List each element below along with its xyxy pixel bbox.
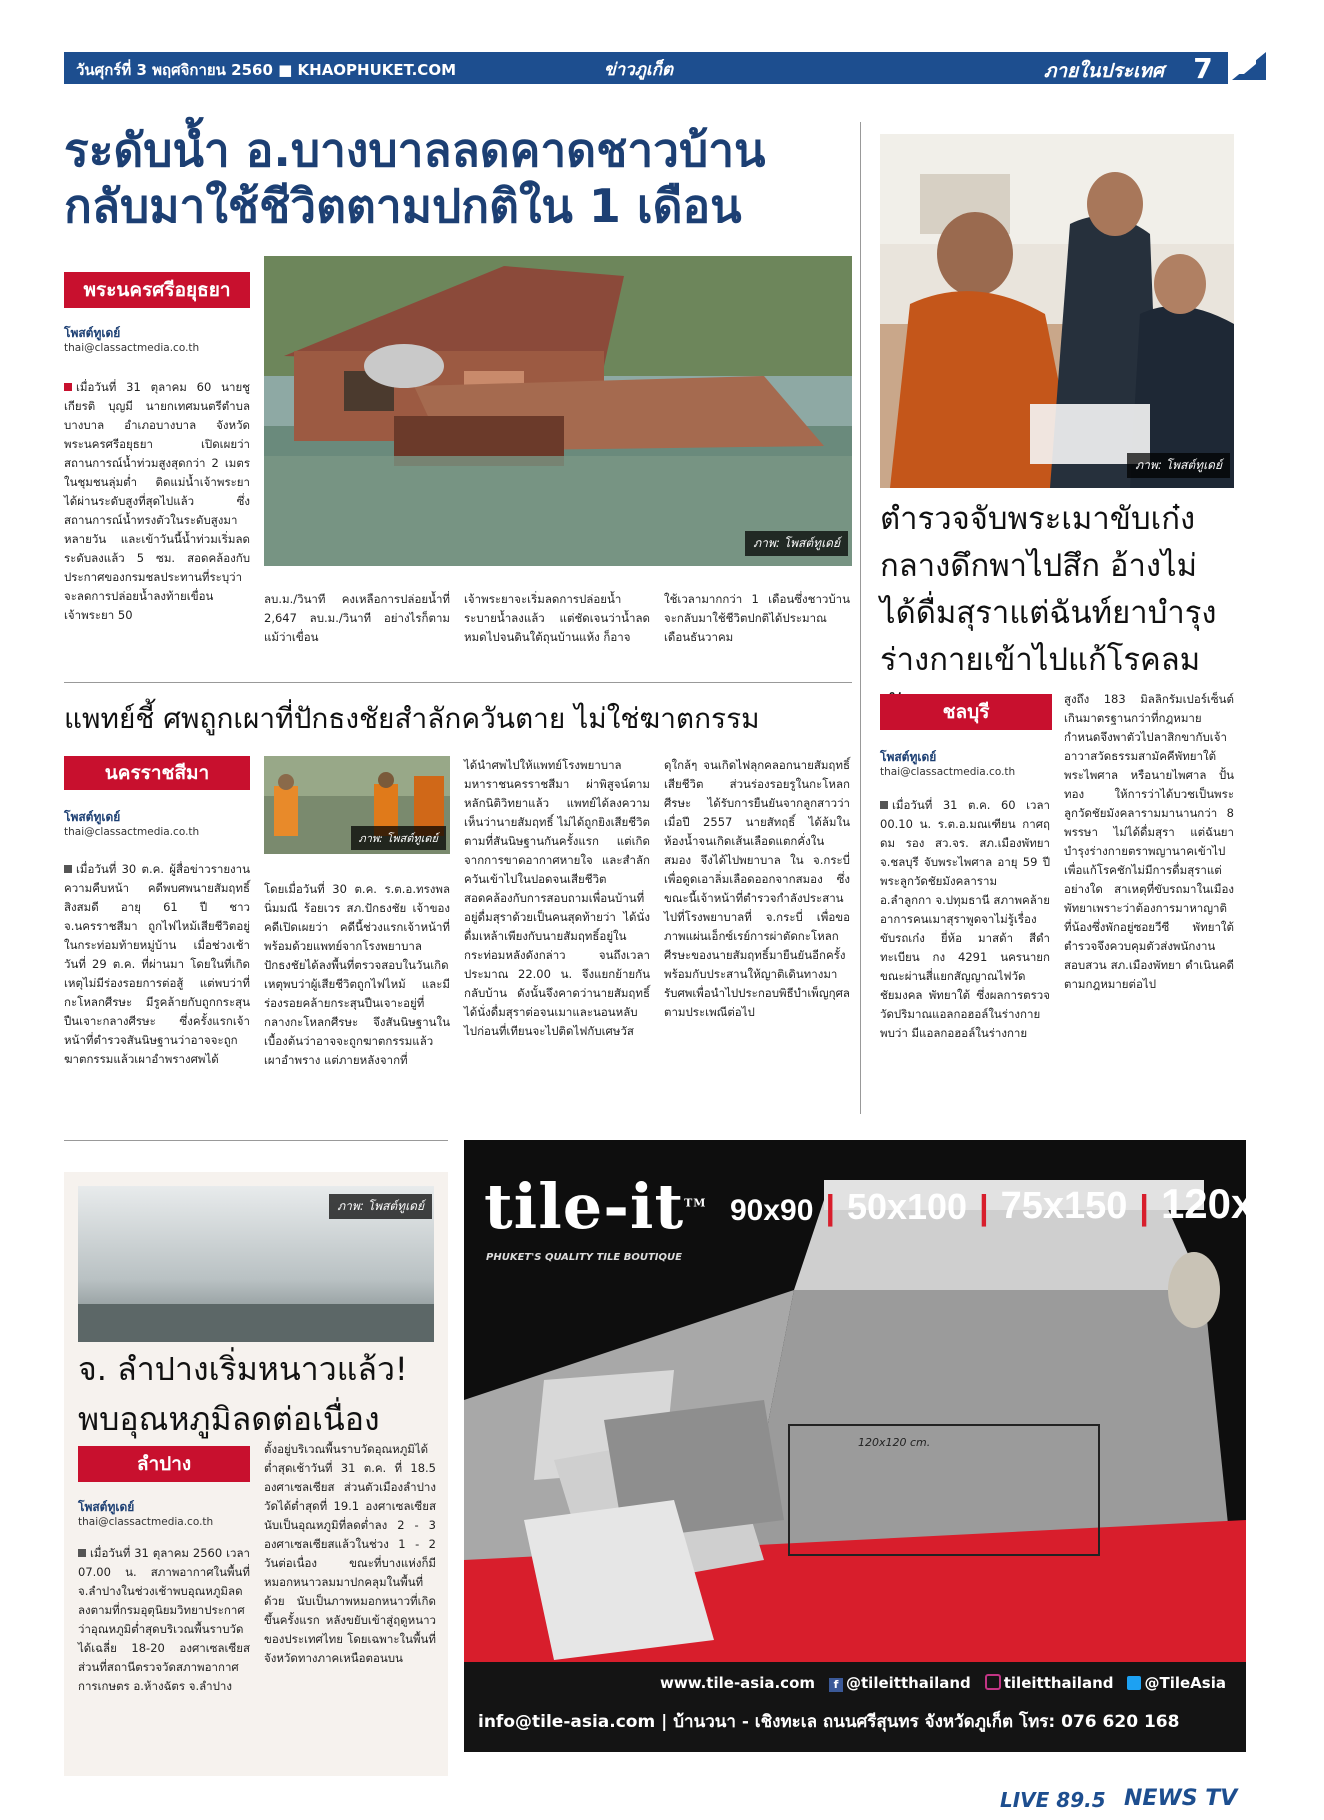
story4-headline-line2: พบอุณหภูมิลดต่อเนื่อง [78, 1400, 380, 1438]
story4-province-tag: ลำปาง [78, 1446, 250, 1482]
story1-headline-line1: ระดับน้ำ อ.บางบาลลดคาดชาวบ้าน [64, 123, 766, 177]
story1-col3: เจ้าพระยาจะเริ่มลดการปล่อยน้ำระบายน้ำลงแล้ว แต่ชัดเจนว่าน้ำลดหมดไปจนดินใต้ถุนบ้านแห้ง ก็อาจ [464, 592, 650, 644]
divider [64, 682, 852, 683]
story2-headline-line4: ร่างกายเข้าไปแก้โรคลม [880, 642, 1201, 678]
tile-it-advertisement[interactable] [464, 1140, 1324, 1752]
story2-headline-line3: ได้ดื่มสุราแต่ฉันท์ยาบำรุง [880, 595, 1217, 631]
ad-trademark: TM [684, 1196, 707, 1210]
story4-email: thai@classactmedia.co.th [78, 1516, 214, 1528]
news-tv-logo: NEWS TV [1124, 1786, 1238, 1811]
story3-col4: ดุใกล้ๆ จนเกิดไฟลุกคลอกนายสัมฤทธิ์เสียชีวิต ส่วนร่องรอยรูในกะโหลกศีรษะ ได้รับการยืนยันจากลูกสาวว่า เมื่อปี 2557 นายสัทฤธิ์ ได้ล้มในห้องน้ำจนเกิดเส้นเลือดแตกคั่งในสมอง จึงได้ไปพยาบาล ใน จ.กระบี่ เพื่อดูดเอาลิ่มเลือดออกจากสมอง ซึ่งขณะนี้เจ้าหน้าที่ตำรวจกำลังประสานไปที่โรงพยาบาลที่ จ.กระบี่ เพื่อขอภาพแผ่นเอ็กซ์เรย์การผ่าตัดกะโหลกศีรษะของนายสัมฤทธิ์มายืนยันอีกครั้ง พร้อมกับประสานให้ญาติเดินทางมารับศพเพื่อนำไปประกอบพิธีบำเพ็ญกุศลตามประเพณีต่อไป [664, 758, 850, 1019]
story3-photo-caption: ภาพ: โพสต์ทูเดย์ [351, 826, 447, 850]
story3-col1 [64, 860, 250, 1069]
story3-headline: แพทย์ชี้ ศพถูกเผาที่ปักธงชัยสำลักควันตาย ไม่ใช่ฆาตกรรม [64, 702, 760, 735]
ad-tagline: PHUKET'S QUALITY TILE BOUTIQUE [486, 1252, 682, 1263]
story3-photo-rescue-workers [264, 756, 450, 854]
ad-size-120x120: 120x120 [1160, 1180, 1324, 1227]
story2-author: โพสต์ทูเดย์ [880, 750, 937, 764]
ad-twitter[interactable] [1127, 1674, 1226, 1692]
ad-tile-sizes: 90x90 | 50x100 | 75x150 | 120x120 [730, 1180, 1324, 1227]
story3-email: thai@classactmedia.co.th [64, 826, 200, 838]
story1-email: thai@classactmedia.co.th [64, 342, 200, 354]
story4-photo-caption: ภาพ: โพสต์ทูเดย์ [329, 1194, 432, 1219]
story1-headline-line2: กลับมาใช้ชีวิตตามปกติใน 1 เดือน [64, 179, 742, 234]
story1-headline [64, 122, 854, 234]
story1-col4: ใช้เวลามากกว่า 1 เดือนซึ่งชาวบ้านจะกลับมาใช้ชีวิตปกติได้ประมาณเดือนธันวาคม [664, 592, 850, 644]
story4-col1 [78, 1544, 250, 1696]
bullet-square-icon [78, 1549, 86, 1557]
story4-headline-line1: จ. ลำปางเริ่มหนาวแล้ว! [78, 1350, 408, 1388]
story1-col1-text: เมื่อวันที่ 31 ตุลาคม 60 นายชูเกียรติ บุญมี นายกเทศมนตรีตำบลบางบาล อำเภอบางบาล จังหวัดพระนครศรีอยุธยา เปิดเผยว่า สถานการณ์น้ำท่วมสูงสุดกว่า 2 เมตรในชุมชนลุ่มต่ำ ติดแม่น้ำเจ้าพระยา ได้ผ่านระดับสูงที่สุดไปแล้ว ซึ่งสถานการณ์น้ำทรงตัวในระดับสูงมาหลายวัน และเข้าวันนี้น้ำท่วมเริ่มลดระดับลงแล้ว 5 ซม. สอดคล้องกับประกาศของกรมชลประทานที่ระบุว่าจะลดการปล่อยน้ำลงท้ายเขื่อนเจ้าพระยา 50 [64, 380, 250, 622]
ad-size-50x100: 50x100 [846, 1186, 968, 1227]
story1-col2: ลบ.ม./วินาที คงเหลือการปล่อยน้ำที่ 2,647 ลบ.ม./วินาที อย่างไรก็ตามแม้ว่าเขื่อน [264, 592, 450, 644]
story4-col1-text: เมื่อวันที่ 31 ตุลาคม 2560 เวลา 07.00 น. สภาพอากาศในพื้นที่ จ.ลำปางในช่วงเช้าพบอุณหภูมิลดลงตามที่กรมอุตุนิยมวิทยาประกาศว่าอุณหภูมิต่ำสุดบริเวณพื้นราบวัดได้เฉลี่ย 18-20 องศาเซลเซียส ส่วนที่สถานีตรวจวัดสภาพอากาศการเกษตร อ.ห้างฉัตร จ.ลำปาง [78, 1546, 250, 1693]
ad-social-row [660, 1674, 1226, 1692]
story3-col1-text: เมื่อวันที่ 30 ต.ค. ผู้สื่อข่าวรายงานความคืบหน้า คดีพบศพนายสัมฤทธิ์ สิงสมดี อายุ 61 ปี ชาว จ.นครราชสีมา ถูกไฟไหม้เสียชีวิตอยู่ในกระท่อมท้ายหมู่บ้าน เมื่อช่วงเช้าวันที่ 29 ต.ค. ที่ผ่านมา โดยในที่เกิดเหตุไม่มีร่องรอยการต่อสู้ แต่พบว่าที่กะโหลกศีรษะ มีรูคล้ายกับถูกกระสุนปืนเจาะกลางศีรษะ ซึ่งครั้งแรกเจ้าหน้าที่ตำรวจสันนิษฐานว่าอาจจะถูกฆาตกรรมแล้วเผาอำพรางศพได้ [64, 862, 250, 1066]
story1-photo-caption: ภาพ: โพสต์ทูเดย์ [745, 531, 848, 556]
story3-col2: โดยเมื่อวันที่ 30 ต.ค. ร.ต.อ.ทรงพล นิ่มมณี ร้อยเวร สภ.ปักธงชัย เจ้าของคดีเปิดเผยว่า คดีนี้ช่วงแรกเจ้าหน้าที่พร้อมด้วยแพทย์จากโรงพยาบาลปักธงชัยได้ลงพื้นที่ตรวจสอบในวันเกิดเหตุพบว่าผู้เสียชีวิตถูกไฟไหม้ และมีร่องรอยคล้ายกระสุนปืนเจาะอยู่ที่กลางกะโหลกศีรษะ จึงสันนิษฐานในเบื้องต้นว่าอาจจะถูกฆาตกรรมแล้วเผาอำพราง แต่ภายหลังจากที่ [264, 882, 450, 1067]
bullet-square-icon [64, 383, 72, 391]
ad-website-link[interactable]: www.tile-asia.com [660, 1674, 816, 1692]
story1-province-tag: พระนครศรีอยุธยา [64, 272, 250, 308]
story2-col1 [880, 796, 1050, 1043]
story2-photo-caption: ภาพ: โพสต์ทูเดย์ [1127, 453, 1230, 478]
ad-facebook[interactable] [829, 1674, 971, 1692]
facebook-icon: f [829, 1678, 843, 1692]
story2-col1-text: เมื่อวันที่ 31 ต.ค. 60 เวลา 00.10 น. ร.ต.อ.มณเฑียน กาศฤดม รอง สว.จร. สภ.เมืองพัทยา จ.ชลบุรี จับพระไพศาล อายุ 59 ปี พระลูกวัดชัยมังคลาราม อ.ลำลูกกา จ.ปทุมธานี สภาพคล้ายอาการคนเมาสุราพูดจาไม่รู้เรื่อง ขับรถเก๋ง ยี่ห้อ มาสด้า สีดำ ทะเบียน กง 4291 นครนายก ขณะผ่านสี่แยกสัญญาณไฟวัดชัยมงคล พัทยาใต้ ซึ่งผลการตรวจวัดปริมาณแอลกอฮอล์ในร่างกายพบว่า มีแอลกอฮอล์ในร่างกาย [880, 798, 1050, 1040]
story4-author: โพสต์ทูเดย์ [78, 1500, 135, 1514]
story1-author: โพสต์ทูเดย์ [64, 326, 121, 340]
story2-photo-monk-arrest [880, 134, 1234, 488]
story2-email: thai@classactmedia.co.th [880, 766, 1016, 778]
story1-photo-flooded-house [264, 256, 852, 566]
story3-author: โพสต์ทูเดย์ [64, 810, 121, 824]
bullet-square-icon [880, 801, 888, 809]
column-divider [860, 122, 861, 1114]
masthead-logo: ข่าวภูเก็ต [604, 60, 674, 80]
ad-size-75x150: 75x150 [1000, 1185, 1128, 1227]
page-header [64, 52, 1228, 84]
ad-size-90x90: 90x90 [730, 1194, 814, 1227]
instagram-icon [985, 1674, 1001, 1690]
story2-headline-line1: ตำรวจจับพระเมาขับเก๋ง [880, 501, 1196, 537]
bullet-square-icon [64, 865, 72, 873]
ad-floor-size-label: 120x120 cm. [858, 1436, 931, 1449]
story1-col1 [64, 378, 250, 625]
twitter-icon [1127, 1676, 1141, 1690]
corner-arrow-icon [1232, 52, 1266, 80]
ad-twitter-handle: @TileAsia [1144, 1674, 1226, 1692]
story2-col2: สูงถึง 183 มิลลิกรัมเปอร์เซ็นต์ เกินมาตรฐานกว่าที่กฎหมายกำหนดจึงพาตัวไปลาสิกขากับเจ้าอาวาสวัดธรรมสามัคคีพัทยาใต้ พระไพศาล หรือนายไพศาล ปั้นทอง ให้การว่าได้บวชเป็นพระลูกวัดชัยมังคลารามมานานกว่า 8 พรรษา ไม่ได้ดื่มสุรา แต่ฉันยาบำรุงร่างกายตราพญานาคเข้าไปเพื่อแก้โรคชักไม่มีการดื่มสุราแต่อย่างใด สาเหตุที่ขับรถมาในเมืองพัทยาเพราะว่าต้องการมาหาญาติที่น้องซึ่งพักอยู่ซอยวีซี พัทยาใต้ ตำรวจจึงควบคุมตัวส่งพนักงานสอบสวน สภ.เมืองพัทยา ดำเนินคดีตามกฎหมายต่อไป [1064, 692, 1234, 991]
story4-headline [78, 1344, 438, 1444]
ad-brand-name: tile-it [484, 1170, 685, 1243]
story3-province-tag: นครราชสีมา [64, 756, 250, 790]
live-radio-logo: LIVE 89.5 [1000, 1788, 1106, 1812]
story2-headline-line2: กลางดึกพาไปสึก อ้างไม่ [880, 548, 1198, 584]
issue-date: วันศุกร์ที่ 3 พฤศจิกายน 2560 ■ KHAOPHUKET.COM [76, 61, 456, 79]
monk-arrest-image [880, 134, 1234, 488]
ad-facebook-handle: @tileitthailand [846, 1674, 971, 1692]
flooded-house-image [264, 256, 852, 566]
divider [64, 1140, 448, 1141]
story2-province-tag: ชลบุรี [880, 694, 1052, 730]
story3-col3: ได้นำศพไปให้แพทย์โรงพยาบาลมหาราชนครราชสีมา ผ่าพิสูจน์ตามหลักนิติวิทยาแล้ว แพทย์ได้ลงความเห็นว่านายสัมฤทธิ์ ไม่ได้ถูกยิงเสียชีวิตตามที่สันนิษฐานกันครั้งแรก แต่เกิดจากการขาดอากาศหายใจ และสำลักควันเข้าไปในปอดจนเสียชีวิต สอดคล้องกับการสอบถามเพื่อนบ้านที่อยู่ดื่มสุราด้วยเป็นคนสุดท้ายว่า ได้นั่งดื่มเหล้าเพียงกับนายสัมฤทธิ์อยู่ในกระท่อมหลังดังกล่าว จนถึงเวลาประมาณ 22.00 น. จึงแยกย้ายกันกลับบ้าน ดังนั้นจึงคาดว่านายสัมฤทธิ์ได้นั่งดื่มสุราต่อจนเมาและนอนหลับไปก่อนที่เทียนจะไปติดไฟกับเศษวัส [464, 758, 650, 1038]
story4-photo-fog [78, 1186, 434, 1342]
section-title: ภายในประเทศ [1043, 60, 1164, 82]
ad-contact-line: info@tile-asia.com | บ้านวนา - เชิงทะเล ถนนศรีสุนทร จังหวัดภูเก็ต โทร: 076 620 168 [478, 1712, 1180, 1732]
ad-instagram-handle: tileitthailand [1003, 1674, 1114, 1692]
story4-col2: ตั้งอยู่บริเวณพื้นราบวัดอุณหภูมิได้ต่ำสุดเช้าวันที่ 31 ต.ค. ที่ 18.5 องศาเซลเซียส ส่วนตัวเมืองลำปางวัดได้ต่ำสุดที่ 19.1 องศาเซลเซียส นับเป็นอุณหภูมิที่ลดต่ำลง 2 - 3 องศาเซลเซียสแล้วในช่วง 1 - 2 วันต่อเนื่อง ขณะที่บางแห่งก็มีหมอกหนาวลมมาปกคลุมในพื้นที่ด้วย นับเป็นภาพหมอกหนาวที่เกิดขึ้นครั้งแรก หลังขยับเข้าสู่ฤดูหนาวของประเทศไทย โดยเฉพาะในพื้นที่จังหวัดทางภาคเหนือตอนบน [264, 1442, 436, 1665]
ad-instagram[interactable] [985, 1674, 1114, 1692]
ad-brand-logo [484, 1170, 707, 1243]
page-number: 7 [1178, 52, 1228, 84]
